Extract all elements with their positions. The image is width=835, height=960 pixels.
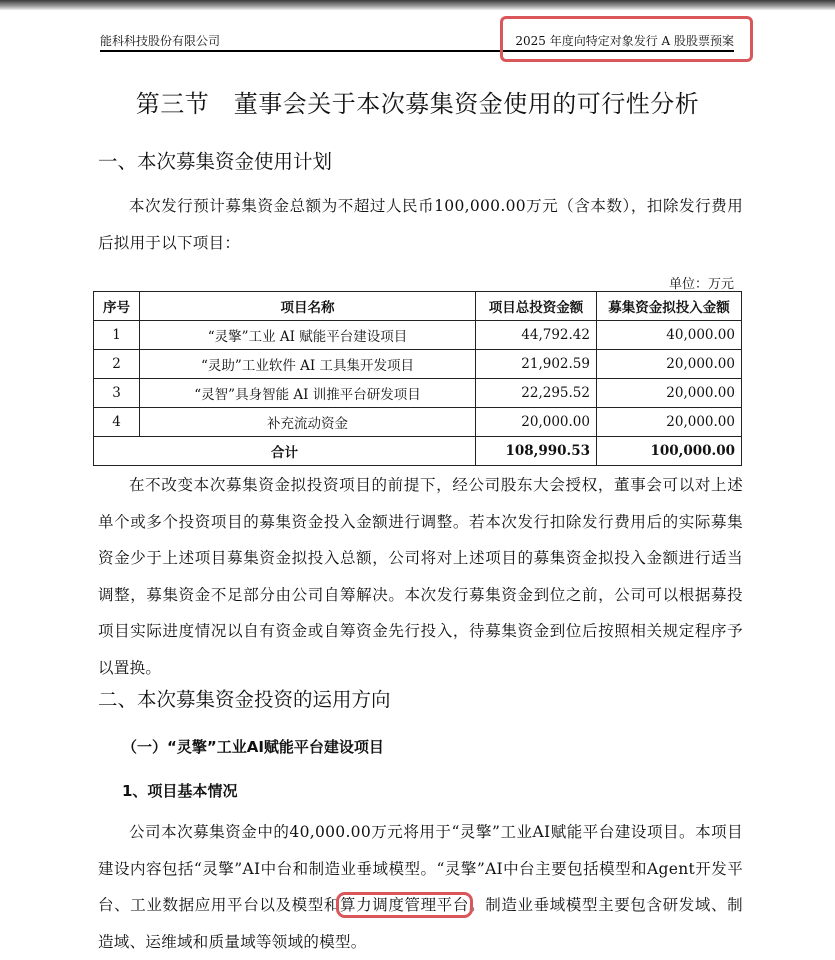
document-title: 2025 年度向特定对象发行 A 股股票预案 <box>515 34 734 48</box>
project-paragraph-after: 。制造业垂域模型主要包含研发域、制造域、运维域和质量域等领域的模型。 <box>98 896 743 951</box>
row-raised: 40,000.00 <box>597 321 742 350</box>
total-label: 合计 <box>94 437 476 466</box>
project-paragraph-before: 公司本次募集资金中的40,000.00万元将用于“灵擎”工业AI赋能平台建设项目。本项目建设内容包括“灵擎”AI中台和制造业垂域模型。“灵擎”AI中台主要包括模型和Agent开发平台、工业数据应用平台以及模型和 <box>98 823 743 914</box>
row-total: 44,792.42 <box>476 321 597 350</box>
row-name: “灵擎”工业 AI 赋能平台建设项目 <box>140 321 476 350</box>
heading-investment-direction: 二、本次募集资金投资的运用方向 <box>98 688 391 711</box>
header-total-investment: 项目总投资金额 <box>476 292 597 321</box>
adjustment-paragraph: 在不改变本次募集资金拟投资项目的前提下，经公司股东大会授权，董事会可以对上述单个或多个投资项目的募集资金投入金额进行调整。若本次发行扣除发行费用后的实际募集资金少于上述项目募集资金拟投入总额，公司将对上述项目的募集资金拟投入金额进行适当调整，募集资金不足部分由公司自筹解决。本次发行募集资金到位之前，公司可以根据募投项目实际进度情况以自有资金或自筹资金先行投入，待募集资金到位后按照相关规定程序予以置换。 <box>98 476 743 677</box>
row-no: 2 <box>94 350 140 379</box>
sub-heading-basic-info: 1、项目基本情况 <box>122 782 238 800</box>
company-name: 能科科技股份有限公司 <box>100 34 221 48</box>
header-project-name: 项目名称 <box>140 292 476 321</box>
table-row <box>94 350 742 379</box>
row-no: 4 <box>94 408 140 437</box>
table-header-row <box>94 292 742 321</box>
table-row <box>94 321 742 350</box>
section-title: 第三节 董事会关于本次募集资金使用的可行性分析 <box>135 90 700 118</box>
row-total: 20,000.00 <box>476 408 597 437</box>
row-no: 3 <box>94 379 140 408</box>
total-investment: 108,990.53 <box>476 437 597 466</box>
unit-label: 单位：万元 <box>668 277 734 292</box>
fund-usage-table <box>93 291 742 466</box>
sub-heading-project: （一）“灵擎”工业AI赋能平台建设项目 <box>122 738 384 756</box>
row-name: “灵智”具身智能 AI 训推平台研发项目 <box>140 379 476 408</box>
row-total: 22,295.52 <box>476 379 597 408</box>
header-no: 序号 <box>94 292 140 321</box>
table-total-row <box>94 437 742 466</box>
heading-usage-plan: 一、本次募集资金使用计划 <box>98 150 333 173</box>
project-paragraph <box>98 814 743 960</box>
header-raised-funds: 募集资金拟投入金额 <box>597 292 742 321</box>
row-name: 补充流动资金 <box>140 408 476 437</box>
table-row <box>94 379 742 408</box>
row-no: 1 <box>94 321 140 350</box>
table-row <box>94 408 742 437</box>
row-name: “灵助”工业软件 AI 工具集开发项目 <box>140 350 476 379</box>
intro-paragraph: 本次发行预计募集资金总额为不超过人民币100,000.00万元（含本数），扣除发行费用后拟用于以下项目： <box>98 197 743 252</box>
highlight-box-header <box>500 16 753 62</box>
row-total: 21,902.59 <box>476 350 597 379</box>
row-raised: 20,000.00 <box>597 350 742 379</box>
highlighted-text: 算力调度管理平台 <box>340 896 470 914</box>
row-raised: 20,000.00 <box>597 408 742 437</box>
total-raised: 100,000.00 <box>597 437 742 466</box>
row-raised: 20,000.00 <box>597 379 742 408</box>
window-top-shadow <box>0 0 835 10</box>
